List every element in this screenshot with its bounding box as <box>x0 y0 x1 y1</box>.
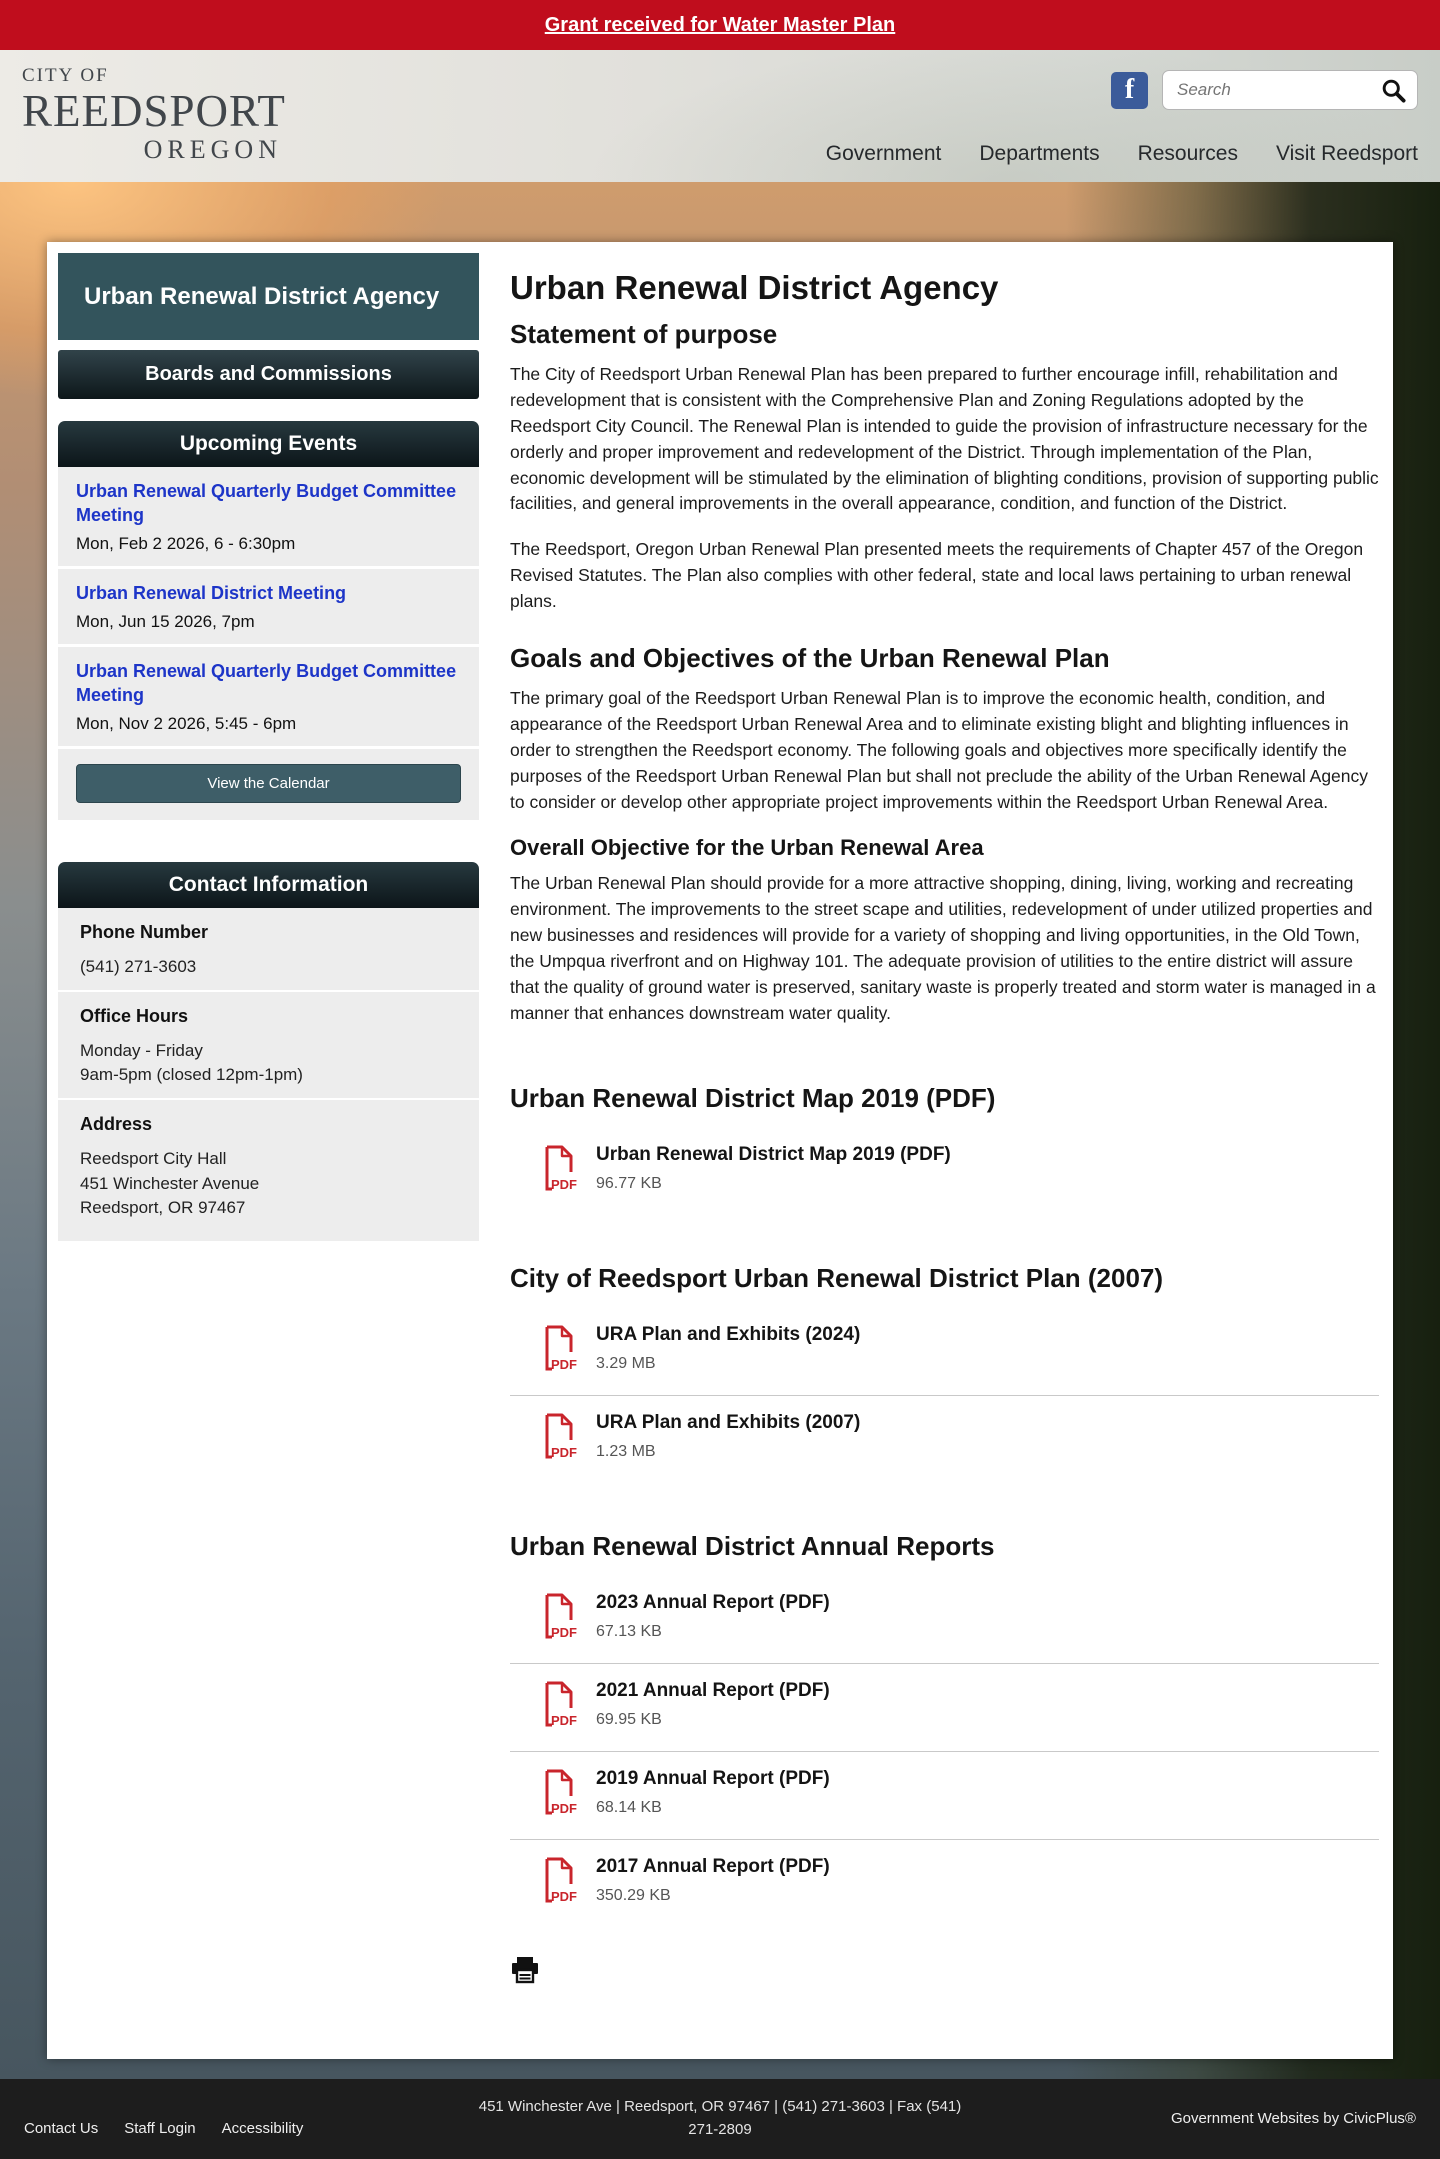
contact-information-body <box>58 908 479 1241</box>
document-link[interactable]: Urban Renewal District Map 2019 (PDF) <box>596 1143 951 1165</box>
heading-district-map: Urban Renewal District Map 2019 (PDF) <box>510 1082 996 1113</box>
site-footer <box>0 2079 1440 2159</box>
document-row <box>510 1396 1379 1483</box>
footer-address-line1: 451 Winchester Ave | Reedsport, OR 97467 | (541) 271-3603 | Fax (541) <box>478 2098 962 2116</box>
svg-text:PDF: PDF <box>551 1356 577 1372</box>
document-size: 67.13 KB <box>596 1622 662 1640</box>
contact-information-panel <box>58 862 479 1241</box>
document-size: 1.23 MB <box>596 1442 656 1460</box>
pdf-icon <box>538 1680 578 1733</box>
pdf-icon <box>538 1324 578 1377</box>
search-input[interactable] <box>1177 80 1376 100</box>
main-content <box>479 253 1379 1989</box>
alert-banner <box>0 0 1440 50</box>
document-meta <box>596 1768 830 1817</box>
footer-address-line2: 271-2809 <box>688 2120 752 2138</box>
event-link[interactable]: Urban Renewal Quarterly Budget Committee Meeting <box>76 481 457 525</box>
event-item <box>58 467 479 569</box>
document-link[interactable]: 2019 Annual Report (PDF) <box>596 1767 830 1789</box>
pdf-icon <box>538 1144 578 1197</box>
nav-visit-reedsport[interactable]: Visit Reedsport <box>1275 142 1418 165</box>
search-button[interactable] <box>1376 75 1411 106</box>
alert-link[interactable]: Grant received for Water Master Plan <box>544 13 896 36</box>
contact-information-title: Contact Information <box>58 862 479 908</box>
facebook-glyph: f <box>1124 74 1135 105</box>
document-meta <box>596 1856 830 1905</box>
heading-annual-reports: Urban Renewal District Annual Reports <box>510 1530 995 1561</box>
document-row <box>510 1128 1379 1215</box>
reports-doc-list <box>510 1576 1379 1927</box>
search-box <box>1162 70 1418 110</box>
overall-paragraph: The Urban Renewal Plan should provide for a more attractive shopping, dining, living, working and recreating environment. The improvements to the street scape and utilities, redevelopment of under utilized properties and new businesses and residences will provide for a variety of shopping and living opportunities, in the Old Town, the Umpqua riverfront and on Highway 101. The adequate provision of utilities to the entire district will assure that the quality of ground water is preserved, sanitary waste is properly treated and storm water is managed in a manner that enhances downstream water quality. <box>510 873 1376 1023</box>
pdf-icon <box>538 1412 578 1465</box>
document-link[interactable]: 2023 Annual Report (PDF) <box>596 1591 830 1613</box>
document-row <box>510 1576 1379 1663</box>
sidebar <box>58 253 479 1989</box>
footer-link-accessibility[interactable]: Accessibility <box>221 2119 304 2137</box>
hero-background <box>0 182 1440 2079</box>
svg-text:PDF: PDF <box>551 1888 577 1904</box>
office-hours-line: Monday - Friday <box>80 1040 203 1060</box>
svg-text:PDF: PDF <box>551 1176 577 1192</box>
footer-address <box>433 2096 1006 2141</box>
heading-district-plan: City of Reedsport Urban Renewal District Plan (2007) <box>510 1262 1164 1293</box>
heading-goals-objectives: Goals and Objectives of the Urban Renewal Plan <box>510 643 1110 674</box>
calendar-button-wrap <box>58 749 479 820</box>
document-link[interactable]: URA Plan and Exhibits (2024) <box>596 1323 861 1345</box>
document-link[interactable]: URA Plan and Exhibits (2007) <box>596 1411 861 1433</box>
document-meta <box>596 1144 951 1193</box>
nav-departments[interactable]: Departments <box>979 142 1100 165</box>
event-item <box>58 647 479 749</box>
office-hours-line: 9am-5pm (closed 12pm-1pm) <box>80 1065 303 1085</box>
print-icon <box>510 1957 540 1984</box>
footer-link-contact-us[interactable]: Contact Us <box>24 2119 99 2137</box>
document-row <box>510 1840 1379 1927</box>
footer-credit <box>1007 2110 1416 2127</box>
map-doc-list <box>510 1128 1379 1215</box>
pdf-icon <box>538 1768 578 1821</box>
upcoming-events-title: Upcoming Events <box>58 421 479 467</box>
pdf-icon <box>538 1592 578 1645</box>
purpose-paragraph-2: The Reedsport, Oregon Urban Renewal Plan presented meets the requirements of Chapter 457 of the Oregon Revised Statutes. The Plan also complies with other federal, state and local laws pertaining to urban renewal plans. <box>510 539 1364 612</box>
document-size: 68.14 KB <box>596 1798 662 1816</box>
upcoming-events-body <box>58 467 479 820</box>
event-date: Mon, Feb 2 2026, 6 - 6:30pm <box>76 533 296 553</box>
address-label: Address <box>80 1114 153 1135</box>
document-size: 69.95 KB <box>596 1710 662 1728</box>
heading-overall-objective: Overall Objective for the Urban Renewal Area <box>510 835 984 861</box>
event-link[interactable]: Urban Renewal District Meeting <box>76 582 347 603</box>
header-tools <box>1111 70 1418 110</box>
header-right <box>826 58 1418 182</box>
print-button[interactable] <box>510 1957 540 1987</box>
main-card <box>47 242 1393 2059</box>
document-size: 3.29 MB <box>596 1354 656 1372</box>
address-line: Reedsport, OR 97467 <box>80 1198 246 1218</box>
event-date: Mon, Jun 15 2026, 7pm <box>76 612 255 632</box>
svg-text:PDF: PDF <box>551 1800 577 1816</box>
page-title: Urban Renewal District Agency <box>510 269 999 306</box>
document-row <box>510 1664 1379 1751</box>
event-link[interactable]: Urban Renewal Quarterly Budget Committee Meeting <box>76 661 457 705</box>
sidebar-section-title: Urban Renewal District Agency <box>58 253 479 340</box>
document-link[interactable]: 2021 Annual Report (PDF) <box>596 1679 830 1701</box>
contact-address-block <box>58 1100 479 1241</box>
svg-text:PDF: PDF <box>551 1712 577 1728</box>
document-row <box>510 1752 1379 1839</box>
purpose-paragraph-1: The City of Reedsport Urban Renewal Plan has been prepared to further encourage infill, rehabilitation and redevelopment that is consistent with the Comprehensive Plan and Zoning Regulations adopted by the Reedsport City Council. The Renewal Plan is intended to guide the provision of infrastructure necessary for the orderly and proper improvement and redevelopment of the District. Through implementation of the Plan, economic development will be stimulated by the elimination of blighting conditions, provision of supporting public facilities, and general improvements in the overall appearance, condition, and function of the District. <box>510 364 1379 514</box>
footer-link-staff-login[interactable]: Staff Login <box>124 2119 196 2137</box>
footer-links <box>24 2120 433 2147</box>
logo-oregon: OREGON <box>143 135 282 164</box>
phone-value: (541) 271-3603 <box>80 957 197 977</box>
document-meta <box>596 1412 860 1461</box>
svg-text:PDF: PDF <box>551 1444 577 1460</box>
nav-resources[interactable]: Resources <box>1137 142 1238 165</box>
document-size: 350.29 KB <box>596 1886 671 1904</box>
facebook-icon[interactable] <box>1111 72 1148 109</box>
sidebar-item-boards-commissions[interactable]: Boards and Commissions <box>58 350 479 399</box>
site-logo[interactable] <box>22 58 286 182</box>
search-icon <box>1380 77 1407 104</box>
document-meta <box>596 1680 830 1729</box>
document-meta <box>596 1324 860 1373</box>
contact-phone-block <box>58 908 479 992</box>
nav-government[interactable]: Government <box>825 142 942 165</box>
contact-hours-block <box>58 992 479 1100</box>
footer-civicplus-link[interactable]: Government Websites by CivicPlus® <box>1170 2110 1416 2128</box>
document-size: 96.77 KB <box>596 1174 662 1192</box>
phone-label: Phone Number <box>80 922 209 943</box>
office-hours-label: Office Hours <box>80 1005 189 1026</box>
document-link[interactable]: 2017 Annual Report (PDF) <box>596 1855 830 1877</box>
print-row <box>510 1957 1379 1989</box>
svg-text:PDF: PDF <box>551 1624 577 1640</box>
pdf-icon <box>538 1856 578 1909</box>
main-nav <box>826 142 1418 166</box>
site-header <box>0 50 1440 182</box>
heading-statement-of-purpose: Statement of purpose <box>510 319 778 349</box>
event-item <box>58 569 479 647</box>
document-row <box>510 1308 1379 1395</box>
address-line: Reedsport City Hall <box>80 1149 227 1169</box>
upcoming-events-panel <box>58 421 479 820</box>
logo-city-of: CITY OF <box>22 65 109 86</box>
logo-reedsport: REEDSPORT <box>22 86 286 136</box>
event-date: Mon, Nov 2 2026, 5:45 - 6pm <box>76 714 297 734</box>
view-calendar-button[interactable]: View the Calendar <box>76 764 461 803</box>
plan-doc-list <box>510 1308 1379 1483</box>
goals-paragraph: The primary goal of the Reedsport Urban Renewal Plan is to improve the economic health, condition, and appearance of the Reedsport Urban Renewal Area and to eliminate existing blight and blighting influences in order to strengthen the Reedsport economy. The following goals and objectives more specifically identify the purposes of the Reedsport Urban Renewal Plan but shall not preclude the ability of the Urban Renewal Agency to consider or develop other appropriate project improvements within the Reedsport Urban Renewal Area. <box>510 688 1369 812</box>
document-meta <box>596 1592 830 1641</box>
address-line: 451 Winchester Avenue <box>80 1173 260 1193</box>
